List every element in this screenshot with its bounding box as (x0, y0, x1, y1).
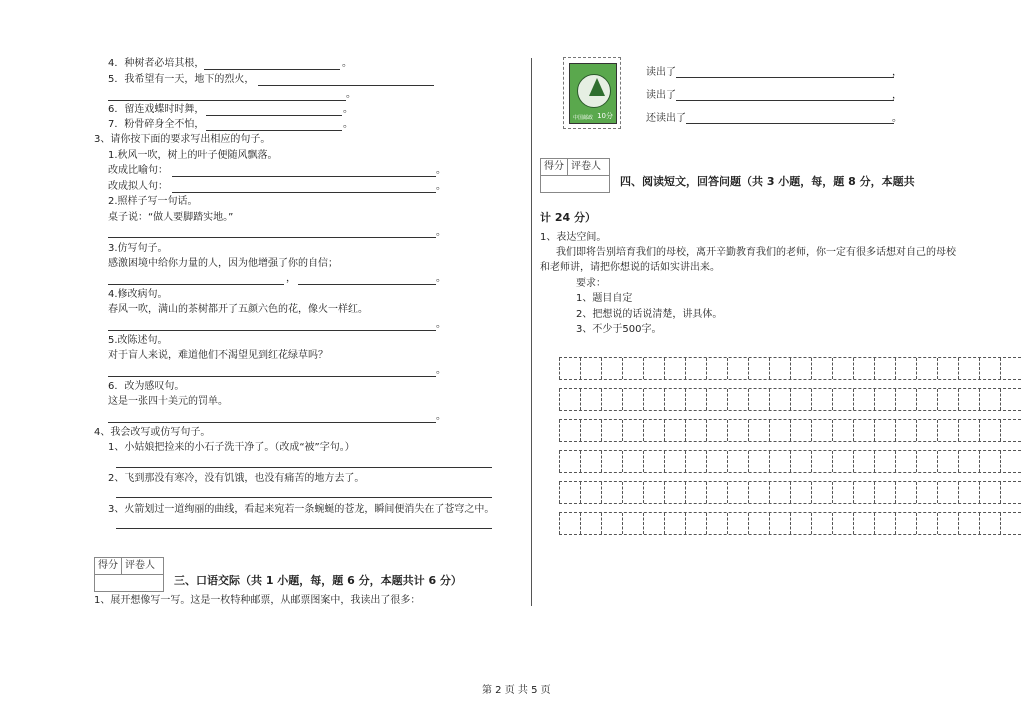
grid-cell[interactable] (601, 389, 622, 410)
grid-cell[interactable] (727, 482, 748, 503)
grid-cell[interactable] (811, 420, 832, 441)
stamp-image (563, 57, 621, 129)
s3-3-end: 。 (436, 273, 446, 284)
requirement-2: 2、把想说的话说清楚，讲具体。 (576, 309, 723, 320)
grid-cell[interactable] (811, 451, 832, 472)
grid-cell[interactable] (706, 358, 727, 379)
grid-cell[interactable] (769, 420, 790, 441)
grid-cell[interactable] (706, 482, 727, 503)
grader-label: 评卷人 (121, 558, 158, 574)
part4-score-box (540, 158, 610, 193)
s3-1-metaphor-blank[interactable] (172, 176, 436, 177)
stamp-value: 10分 (597, 112, 613, 120)
s3-2-blank[interactable] (108, 237, 436, 238)
grid-cell[interactable] (1000, 358, 1021, 379)
s3-6-blank[interactable] (108, 422, 436, 423)
grid-cell[interactable] (748, 358, 769, 379)
q5-blank-2[interactable] (108, 100, 346, 101)
q4-blank[interactable] (204, 69, 340, 70)
grid-cell[interactable] (622, 482, 643, 503)
requirement-3: 3、不少于500字。 (576, 324, 662, 335)
s3-5-title: 5.改陈述句。 (108, 335, 168, 346)
s3-6-title: 6．改为感叹句。 (108, 381, 185, 392)
grid-cell[interactable] (664, 389, 685, 410)
grid-cell[interactable] (979, 389, 1000, 410)
grid-cell[interactable] (769, 358, 790, 379)
grid-cell[interactable] (937, 420, 958, 441)
grid-cell[interactable] (769, 389, 790, 410)
grid-cell[interactable] (559, 451, 580, 472)
grid-cell[interactable] (958, 358, 979, 379)
grid-cell[interactable] (853, 420, 874, 441)
grid-cell[interactable] (664, 513, 685, 534)
grid-cell[interactable] (601, 513, 622, 534)
p4-q1-intro: 1、表达空间。 (540, 232, 607, 243)
s3-4-blank[interactable] (108, 330, 436, 331)
grid-row[interactable] (559, 512, 1021, 535)
s3-2-example: 桌子说：“做人要脚踏实地。” (108, 212, 234, 223)
section3-intro: 3、请你按下面的要求写出相应的句子。 (94, 134, 271, 145)
grid-cell[interactable] (685, 389, 706, 410)
grid-cell[interactable] (748, 482, 769, 503)
s4-1-text: 1、小姑娘把捡来的小石子洗干净了。（改成“被”字句。） (108, 442, 355, 453)
score-blank[interactable] (95, 575, 163, 591)
q7-end: 。 (343, 119, 353, 130)
grid-cell[interactable] (790, 358, 811, 379)
grid-cell[interactable] (601, 420, 622, 441)
also-read-out-label: 还读出了 (646, 113, 686, 124)
q6-text: 6．留连戏蝶时时舞， (108, 104, 205, 115)
requirements-label: 要求： (576, 278, 606, 289)
grid-cell[interactable] (643, 482, 664, 503)
grid-cell[interactable] (622, 389, 643, 410)
grid-cell[interactable] (580, 358, 601, 379)
part3-q1: 1、展开想像写一写。这是一枚特种邮票，从邮票图案中，我读出了很多： (94, 595, 421, 606)
read-out-comma-1: ， (892, 67, 902, 78)
grid-row[interactable] (559, 450, 1021, 473)
s3-4-title: 4.修改病句。 (108, 289, 168, 300)
read-out-label-1: 读出了 (646, 67, 676, 78)
grid-cell[interactable] (811, 389, 832, 410)
grid-cell[interactable] (874, 513, 895, 534)
read-out-comma-2: ， (892, 90, 902, 101)
grid-cell[interactable] (580, 451, 601, 472)
grid-cell[interactable] (832, 513, 853, 534)
grid-cell[interactable] (958, 420, 979, 441)
grid-cell[interactable] (895, 389, 916, 410)
grid-cell[interactable] (664, 420, 685, 441)
s3-1-b-end: 。 (436, 181, 446, 192)
s4-3-text: 3、火箭划过一道绚丽的曲线，看起来宛若一条蜿蜒的苍龙，瞬间便消失在了苍穹之中。 (108, 504, 495, 515)
grid-cell[interactable] (748, 420, 769, 441)
part3-heading: 三、口语交际（共 1 小题，每，题 6 分，本题共计 6 分） (174, 574, 462, 587)
grid-cell[interactable] (958, 389, 979, 410)
grid-cell[interactable] (1000, 389, 1021, 410)
s3-3-blank-1[interactable] (108, 284, 284, 285)
part4-heading: 四、阅读短文，回答问题（共 3 小题，每，题 8 分，本题共 (620, 175, 915, 188)
grid-cell[interactable] (1000, 451, 1021, 472)
s3-3-example: 感激困境中给你力量的人，因为他增强了你的自信； (108, 258, 338, 269)
grid-cell[interactable] (853, 482, 874, 503)
grid-cell[interactable] (622, 420, 643, 441)
stamp-country: 中国邮政 (573, 115, 594, 121)
grid-cell[interactable] (727, 420, 748, 441)
grid-cell[interactable] (790, 482, 811, 503)
grid-cell[interactable] (643, 451, 664, 472)
grid-cell[interactable] (706, 389, 727, 410)
s3-6-end: 。 (436, 411, 446, 422)
section4-intro: 4、我会改写或仿写句子。 (94, 427, 211, 438)
part4-heading-cont: 计 24 分） (540, 211, 596, 224)
grid-cell[interactable] (1000, 513, 1021, 534)
s3-5-end: 。 (436, 365, 446, 376)
grader-label: 评卷人 (567, 159, 604, 175)
s4-2-text: 2、飞到那没有寒冷，没有饥饿，也没有痛苦的地方去了。 (108, 473, 365, 484)
grid-cell[interactable] (580, 513, 601, 534)
q5-blank-1[interactable] (258, 85, 434, 86)
grid-cell[interactable] (832, 451, 853, 472)
grid-cell[interactable] (559, 482, 580, 503)
grid-cell[interactable] (685, 358, 706, 379)
grid-cell[interactable] (832, 482, 853, 503)
grid-cell[interactable] (790, 513, 811, 534)
grid-cell[interactable] (1000, 482, 1021, 503)
q4-text: 4．种树者必培其根， (108, 58, 205, 69)
grid-cell[interactable] (790, 451, 811, 472)
requirement-1: 1、题目自定 (576, 293, 633, 304)
grid-cell[interactable] (769, 513, 790, 534)
grid-cell[interactable] (895, 482, 916, 503)
grid-cell[interactable] (916, 358, 937, 379)
grid-cell[interactable] (979, 482, 1000, 503)
grid-cell[interactable] (727, 358, 748, 379)
grid-cell[interactable] (706, 451, 727, 472)
grid-cell[interactable] (832, 389, 853, 410)
also-read-out-end: 。 (892, 113, 902, 124)
p4-q1-text-1: 我们即将告别培育我们的母校，离开辛勤教育我们的老师，你一定有很多话想对自己的母校 (556, 247, 956, 258)
grid-cell[interactable] (874, 482, 895, 503)
score-blank[interactable] (541, 176, 609, 192)
grid-cell[interactable] (853, 451, 874, 472)
read-out-blank-1[interactable] (676, 77, 894, 78)
grid-cell[interactable] (559, 513, 580, 534)
grid-cell[interactable] (958, 451, 979, 472)
grid-cell[interactable] (580, 389, 601, 410)
grid-cell[interactable] (643, 420, 664, 441)
grid-cell[interactable] (685, 420, 706, 441)
grid-cell[interactable] (958, 513, 979, 534)
grid-cell[interactable] (832, 358, 853, 379)
grid-cell[interactable] (601, 358, 622, 379)
grid-cell[interactable] (895, 420, 916, 441)
s3-1-personify-blank[interactable] (172, 192, 436, 193)
read-out-label-2: 读出了 (646, 90, 676, 101)
q7-blank[interactable] (206, 130, 342, 131)
grid-cell[interactable] (937, 389, 958, 410)
s3-3-blank-2[interactable] (298, 284, 436, 285)
q5-text: 5．我希望有一天，地下的烈火， (108, 74, 255, 85)
grid-row[interactable] (559, 481, 1021, 504)
grid-cell[interactable] (748, 389, 769, 410)
grid-cell[interactable] (769, 451, 790, 472)
s3-4-sentence: 春风一吹，满山的茶树都开了五颜六色的花，像火一样红。 (108, 304, 368, 315)
s3-1-metaphor-label: 改成比喻句： (108, 165, 168, 176)
grid-cell[interactable] (874, 451, 895, 472)
s3-6-sentence: 这是一张四十美元的罚单。 (108, 396, 228, 407)
grid-cell[interactable] (937, 358, 958, 379)
grid-cell[interactable] (1000, 420, 1021, 441)
grid-row[interactable] (559, 357, 1021, 380)
grid-cell[interactable] (916, 420, 937, 441)
grid-cell[interactable] (853, 358, 874, 379)
grid-cell[interactable] (811, 513, 832, 534)
s4-2-blank[interactable] (116, 497, 492, 498)
grid-cell[interactable] (727, 513, 748, 534)
grid-cell[interactable] (601, 482, 622, 503)
grid-row[interactable] (559, 388, 1021, 411)
grid-cell[interactable] (706, 513, 727, 534)
grid-cell[interactable] (664, 451, 685, 472)
grid-cell[interactable] (748, 451, 769, 472)
read-out-blank-2[interactable] (676, 100, 894, 101)
grid-cell[interactable] (979, 451, 1000, 472)
grid-cell[interactable] (769, 482, 790, 503)
grid-cell[interactable] (832, 420, 853, 441)
grid-cell[interactable] (853, 389, 874, 410)
grid-cell[interactable] (958, 482, 979, 503)
grid-cell[interactable] (643, 389, 664, 410)
q6-end: 。 (343, 104, 353, 115)
grid-cell[interactable] (979, 513, 1000, 534)
grid-cell[interactable] (727, 451, 748, 472)
q5-end: 。 (346, 89, 356, 100)
grid-cell[interactable] (664, 358, 685, 379)
grid-cell[interactable] (916, 482, 937, 503)
grid-cell[interactable] (685, 513, 706, 534)
grid-cell[interactable] (643, 358, 664, 379)
grid-cell[interactable] (790, 389, 811, 410)
grid-cell[interactable] (559, 420, 580, 441)
grid-row[interactable] (559, 419, 1021, 442)
grid-cell[interactable] (559, 389, 580, 410)
grid-cell[interactable] (622, 451, 643, 472)
grid-cell[interactable] (706, 420, 727, 441)
grid-cell[interactable] (580, 420, 601, 441)
grid-cell[interactable] (937, 513, 958, 534)
grid-cell[interactable] (748, 513, 769, 534)
s3-2-end: 。 (436, 227, 446, 238)
s3-5-sentence: 对于盲人来说，难道他们不渴望见到红花绿草吗？ (108, 350, 328, 361)
grid-cell[interactable] (811, 358, 832, 379)
grid-cell[interactable] (685, 482, 706, 503)
s3-5-blank[interactable] (108, 376, 436, 377)
s3-1-a-end: 。 (436, 165, 446, 176)
grid-cell[interactable] (979, 358, 1000, 379)
part3-score-box (94, 557, 164, 592)
grid-cell[interactable] (874, 358, 895, 379)
grid-cell[interactable] (559, 358, 580, 379)
score-label: 得分 (98, 560, 118, 571)
grid-cell[interactable] (874, 389, 895, 410)
q4-end: 。 (342, 58, 352, 69)
grid-cell[interactable] (937, 482, 958, 503)
s3-3-title: 3.仿写句子。 (108, 243, 168, 254)
s3-4-end: 。 (436, 319, 446, 330)
s3-1-title: 1.秋风一吹，树上的叶子便随风飘落。 (108, 150, 278, 161)
grid-cell[interactable] (664, 482, 685, 503)
grid-cell[interactable] (916, 513, 937, 534)
grid-cell[interactable] (979, 420, 1000, 441)
grid-cell[interactable] (601, 451, 622, 472)
also-read-out-blank[interactable] (686, 123, 894, 124)
grid-cell[interactable] (853, 513, 874, 534)
s3-1-personify-label: 改成拟人句： (108, 181, 168, 192)
grid-cell[interactable] (622, 358, 643, 379)
s4-1-blank[interactable] (116, 467, 492, 468)
p4-q1-text-2: 和老师讲，请把你想说的话如实讲出来。 (540, 262, 720, 273)
s3-3-comma: ， (286, 273, 296, 284)
column-divider (531, 58, 532, 606)
grid-cell[interactable] (790, 420, 811, 441)
grid-cell[interactable] (895, 451, 916, 472)
grid-cell[interactable] (895, 513, 916, 534)
s3-2-title: 2.照样子写一句话。 (108, 196, 198, 207)
grid-cell[interactable] (685, 451, 706, 472)
grid-cell[interactable] (622, 513, 643, 534)
grid-cell[interactable] (916, 389, 937, 410)
grid-cell[interactable] (874, 420, 895, 441)
score-label: 得分 (544, 161, 564, 172)
grid-cell[interactable] (895, 358, 916, 379)
s4-3-blank[interactable] (116, 528, 492, 529)
grid-cell[interactable] (811, 482, 832, 503)
grid-cell[interactable] (643, 513, 664, 534)
page-number: 第 2 页 共 5 页 (482, 685, 551, 696)
grid-cell[interactable] (580, 482, 601, 503)
grid-cell[interactable] (727, 389, 748, 410)
grid-cell[interactable] (937, 451, 958, 472)
q6-blank[interactable] (206, 115, 342, 116)
tree-icon (589, 78, 605, 96)
grid-cell[interactable] (916, 451, 937, 472)
q7-text: 7．粉骨碎身全不怕， (108, 119, 205, 130)
